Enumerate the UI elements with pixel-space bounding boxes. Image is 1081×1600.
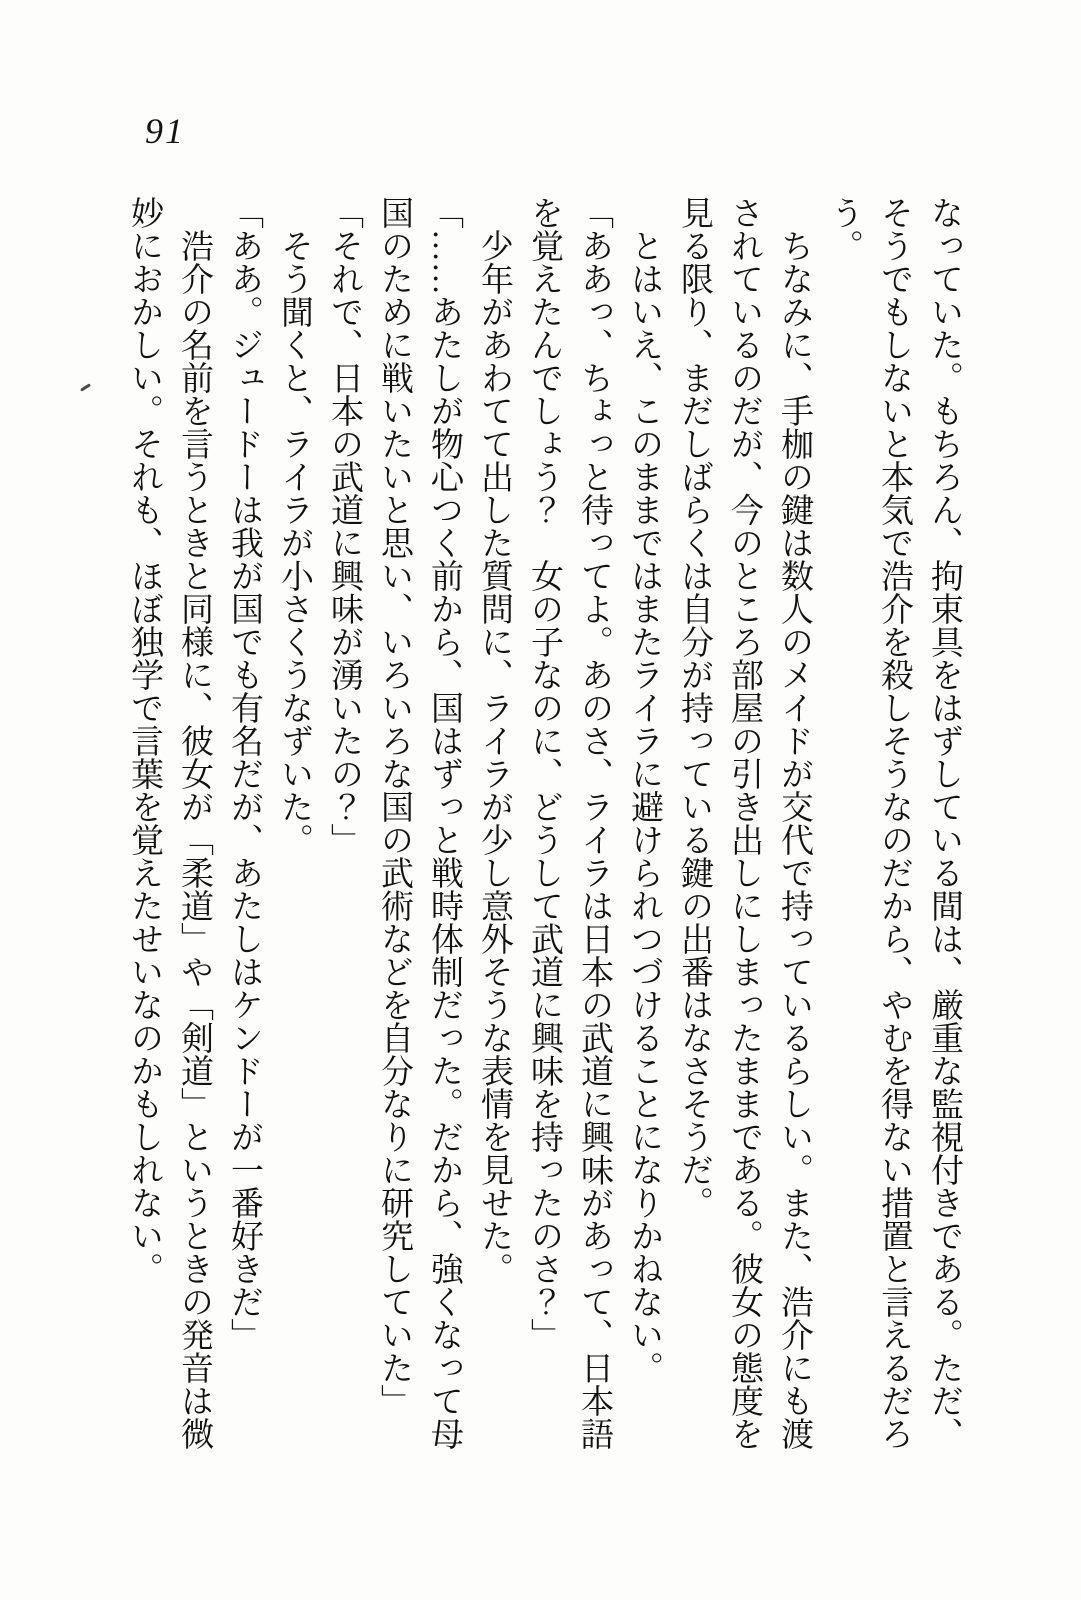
text-column-10: 少年があわてて出した質問に、ライラが少し意外そうな表情を見せた。 [476,196,512,1285]
text-column-4: ちなみに、手枷の鍵は数人のメイドが交代で持っているらしい。また、浩介にも渡 [776,196,812,1450]
text-column-16: 浩介の名前を言うときと同様に、彼女が「柔道」や「剣道」というときの発音は微 [176,196,212,1450]
text-column-14: そう聞くと、ライラが小さくうなずいた。 [276,196,312,856]
text-column-15: 「ああ。ジュードーは我が国でも有名だが、あたしはケンドーが一番好きだ」 [226,196,262,1351]
text-column-8: 「ああっ、ちょっと待ってよ。あのさ、ライラは日本の武道に興味があって、日本語 [576,196,612,1450]
text-column-13: 「それで、日本の武道に興味が湧いたの？」 [326,196,362,856]
vertical-text-block [119,196,969,1516]
text-column-9: を覚えたんでしょう？ 女の子なのに、どうして武道に興味を持ったのさ？」 [526,196,562,1351]
text-column-7: とはいえ、このままではまたライラに避けられつづけることになりかねない。 [626,196,662,1384]
text-column-3: う。 [826,196,862,262]
page-number: 91 [145,111,185,151]
print-artifact-mark [80,383,91,391]
text-column-11: 「……あたしが物心つく前から、国はずっと戦時体制だった。だから、強くなって母 [426,196,462,1450]
text-column-17: 妙におかしい。それも、ほぼ独学で言葉を覚えたせいなのかもしれない。 [126,196,162,1285]
text-column-1: なっていた。もちろん、拘束具をはずしている間は、厳重な監視付きである。ただ、 [926,196,962,1450]
text-column-5: されているのだが、今のところ部屋の引き出しにしまったままである。彼女の態度を [726,196,762,1450]
text-column-6: 見る限り、まだしばらくは自分が持っている鍵の出番はなさそうだ。 [676,196,712,1219]
text-column-12: 国のために戦いたいと思い、いろいろな国の武術などを自分なりに研究していた」 [376,196,412,1417]
text-column-2: そうでもしないと本気で浩介を殺しそうなのだから、やむを得ない措置と言えるだろ [876,196,912,1450]
